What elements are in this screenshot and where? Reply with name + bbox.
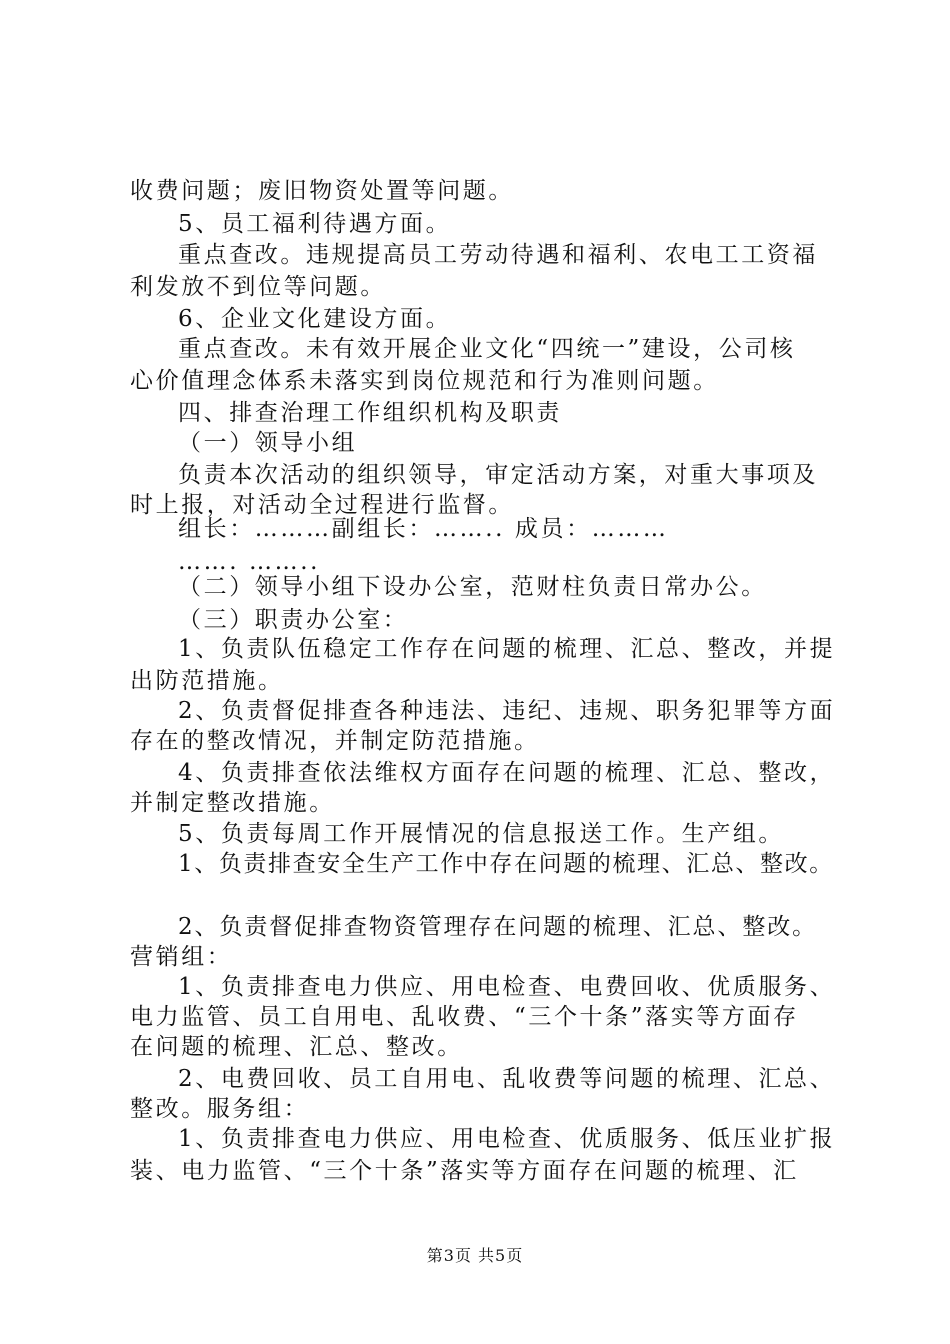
section-heading: 四、排查治理工作组织机构及职责 [178,400,562,426]
text-line: 时上报，对活动全过程进行监督。 [130,492,514,518]
subsection-heading: （一）领导小组 [178,430,358,456]
text-line: 2、负责督促排查各种违法、违纪、违规、职务犯罪等方面 [178,698,836,724]
text-line: 4、负责排查依法维权方面存在问题的梳理、汇总、整改， [178,760,836,786]
subsection-heading: （二）领导小组下设办公室，范财柱负责日常办公。 [178,574,767,600]
text-line: 2、电费回收、员工自用电、乱收费等问题的梳理、汇总、 [178,1066,836,1092]
text-line: 电力监管、员工自用电、乱收费、“三个十条”落实等方面存 [130,1004,799,1030]
text-line: 在问题的梳理、汇总、整改。 [130,1034,463,1060]
text-line: 1、负责队伍稳定工作存在问题的梳理、汇总、整改，并提 [178,636,836,662]
text-line: 存在的整改情况，并制定防范措施。 [130,728,540,754]
text-line: 收费问题；废旧物资处置等问题。 [130,178,514,204]
text-line: 并制定整改措施。 [130,790,335,816]
text-line: ……. …….. [178,549,321,575]
text-line: 5、负责每周工作开展情况的信息报送工作。生产组。 [178,821,785,847]
text-line: 心价值理念体系未落实到岗位规范和行为准则问题。 [130,368,719,394]
text-line: 重点查改。未有效开展企业文化“四统一”建设，公司核 [178,336,796,362]
text-line: 1、负责排查安全生产工作中存在问题的梳理、汇总、整改。 [178,851,834,877]
text-line: 2、负责督促排查物资管理存在问题的梳理、汇总、整改。 [178,914,818,940]
text-line: 1、负责排查电力供应、用电检查、电费回收、优质服务、 [178,974,836,1000]
text-line: 1、负责排查电力供应、用电检查、优质服务、低压业扩报 [178,1126,836,1152]
text-line: 重点查改。违规提高员工劳动待遇和福利、农电工工资福 [178,242,818,268]
text-line: 出防范措施。 [130,668,284,694]
page-number: 第3页 共5页 [426,1246,524,1265]
text-line: 利发放不到位等问题。 [130,274,386,300]
subsection-heading: （三）职责办公室： [178,607,409,633]
section-heading: 5、员工福利待遇方面。 [178,211,452,237]
group-heading: 营销组： [130,944,233,970]
text-line: 组长：………副组长：…….. 成员：……… [178,516,669,542]
text-line: 整改。服务组： [130,1096,310,1122]
text-line: 装、电力监管、“三个十条”落实等方面存在问题的梳理、汇 [130,1158,799,1184]
section-heading: 6、企业文化建设方面。 [178,306,452,332]
text-line: 负责本次活动的组织领导，审定活动方案，对重大事项及 [178,462,818,488]
